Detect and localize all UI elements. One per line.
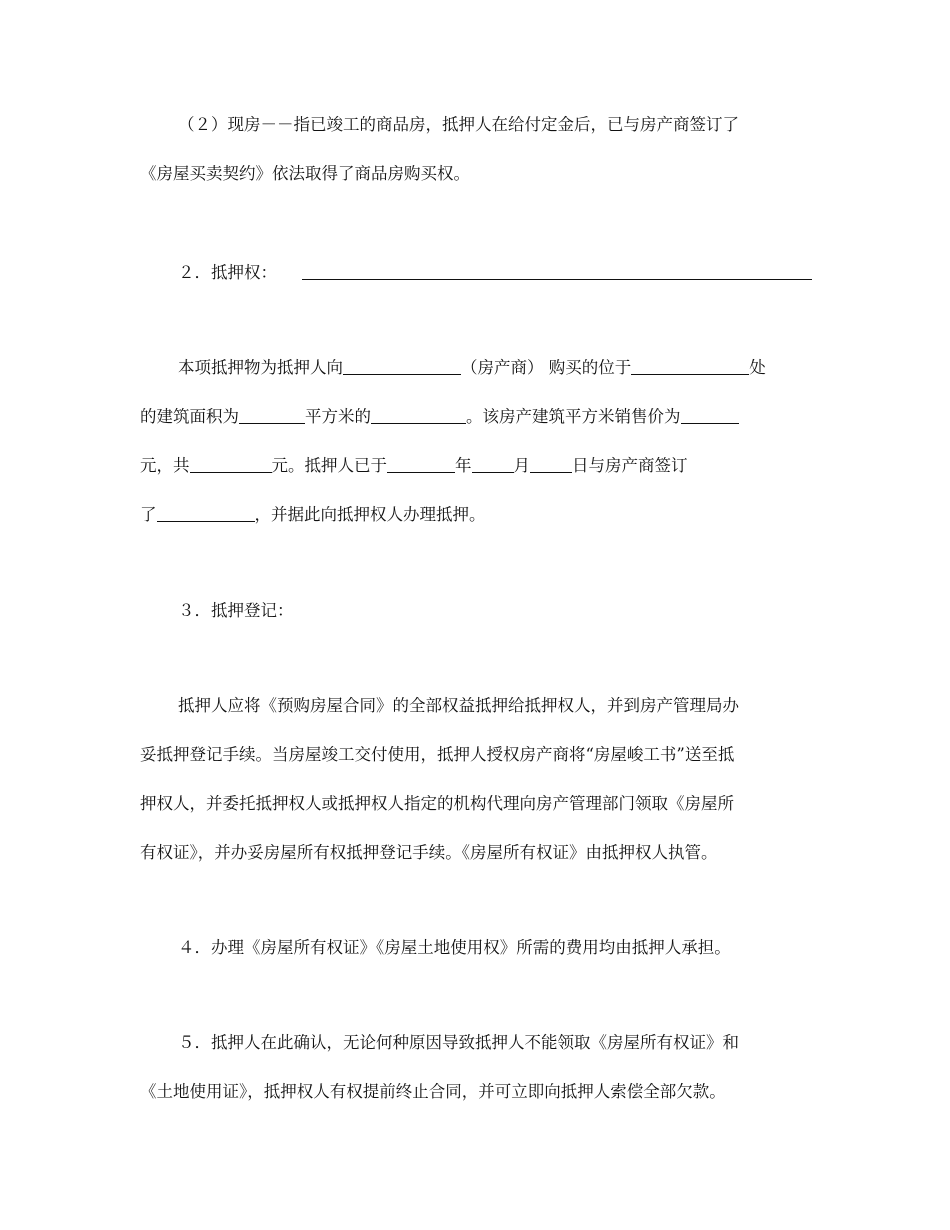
text-fragment: 。该房产建筑平方米销售价为 <box>466 407 681 426</box>
paragraph-line <box>140 455 688 476</box>
section-2-label: ２．抵押权： <box>178 263 277 282</box>
price-blank <box>681 406 739 424</box>
property-blank <box>371 406 466 424</box>
paragraph-line: 妥抵押登记手续。当房屋竣工交付使用，抵押人授权房产商将“房屋峻工书”送至抵 <box>140 745 735 764</box>
month-blank <box>472 455 514 473</box>
paragraph-line: 押权人，并委托抵押权人或抵押权人指定的机构代理向房产管理部门领取《房屋所 <box>140 794 734 813</box>
paragraph-line <box>140 504 486 525</box>
text-fragment: 月 <box>513 456 530 475</box>
area-blank <box>239 406 305 424</box>
paragraph-line: 抵押人应将《预购房屋合同》的全部权益抵押给抵押权人，并到房产管理局办 <box>178 696 739 715</box>
text-fragment: 年 <box>455 456 472 475</box>
contract-blank <box>157 504 255 522</box>
text-fragment: 的建筑面积为 <box>140 407 239 426</box>
text-fragment: 平方米的 <box>305 407 371 426</box>
year-blank <box>387 455 455 473</box>
paragraph-line: 《土地使用证》，抵押权人有权提前终止合同，并可立即向抵押人索偿全部欠款。 <box>140 1082 726 1101</box>
mortgage-right-blank <box>302 262 812 280</box>
text-fragment: 处 <box>749 358 766 377</box>
text-fragment: 元。抵押人已于 <box>271 456 387 475</box>
section-2-heading <box>178 262 812 283</box>
paragraph-line: 《房屋买卖契约》依法取得了商品房购买权。 <box>140 164 470 183</box>
day-blank <box>530 455 572 473</box>
paragraph-line <box>178 357 766 378</box>
text-fragment: ，并据此向抵押权人办理抵押。 <box>254 505 486 524</box>
text-fragment: （房产商） 购买的位于 <box>461 358 632 377</box>
paragraph-line: 有权证》，并办妥房屋所有权抵押登记手续。《房屋所有权证》由抵押权人执管。 <box>140 843 718 862</box>
developer-blank <box>343 357 461 375</box>
text-fragment: 元，共 <box>140 456 190 475</box>
paragraph-line: ５．抵押人在此确认，无论何种原因导致抵押人不能领取《房屋所有权证》和 <box>178 1033 739 1052</box>
text-fragment: 了 <box>140 505 157 524</box>
location-blank <box>631 357 749 375</box>
paragraph-line <box>140 406 739 427</box>
total-blank <box>190 455 272 473</box>
section-3-heading: ３．抵押登记： <box>178 601 294 620</box>
text-fragment: 本项抵押物为抵押人向 <box>178 358 343 377</box>
section-4-text: ４．办理《房屋所有权证》《房屋土地使用权》所需的费用均由抵押人承担。 <box>178 938 731 957</box>
text-fragment: 日与房产商签订 <box>572 456 688 475</box>
paragraph-line: （２）现房－－指已竣工的商品房，抵押人在给付定金后，已与房产商签订了 <box>178 115 739 134</box>
